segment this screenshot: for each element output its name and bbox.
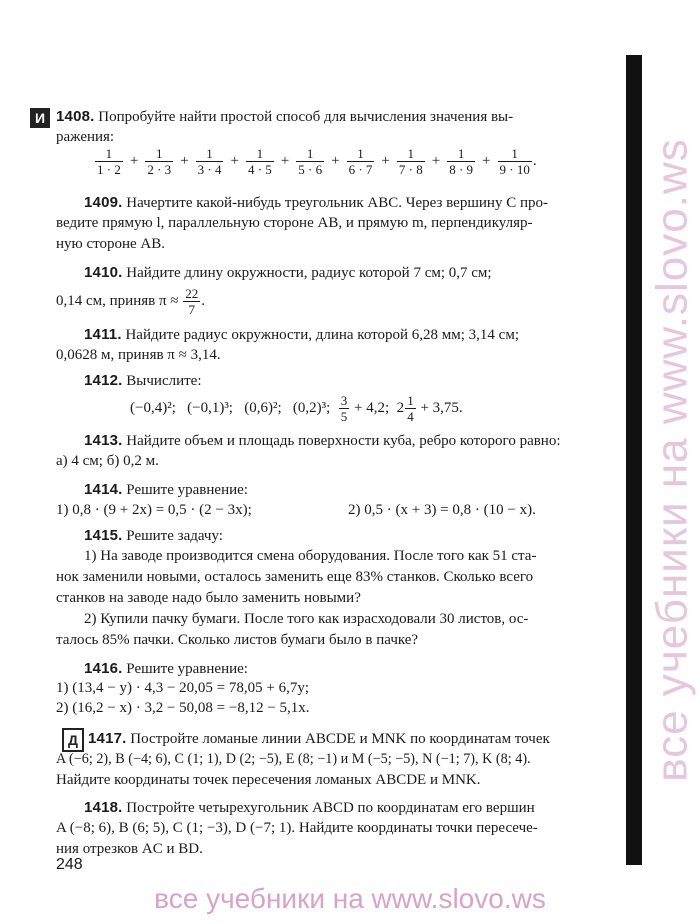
- problem-1416-eq1: 1) (13,4 − y) · 4,3 − 20,05 = 78,05 + 6,7y;: [56, 680, 309, 696]
- problem-1408: [34, 106, 626, 128]
- problem-1412-expressions: (−0,4)²; (−0,1)³; (0,6)²; (0,2)³; $\frac{3}{5}$ + 4,2; 2 $\frac{1}{4}$ + 3,75.: [130, 393, 463, 425]
- fraction: $\frac{1}{6 \cdot 7}$: [348, 146, 373, 177]
- problem-number: 1411.: [84, 326, 122, 343]
- fraction: $\frac{1}{9 \cdot 10}$: [499, 146, 530, 177]
- fraction: $\frac{1}{2 \cdot 3}$: [147, 146, 172, 177]
- problem-1417-line3: Найдите координаты точек пересечения ломаных ABCDE и MNK.: [56, 772, 481, 788]
- problem-1414-eq1: 1) 0,8 · (9 + 2x) = 0,5 · (2 − 3x);: [56, 502, 252, 518]
- problem-1410-line2: 0,14 см, приняв π ≈ $\frac{22}{7}$ .: [56, 286, 206, 318]
- page-number: 248: [56, 856, 83, 873]
- problem-1411: 1411. Найдите радиус окружности, длина которой 6,28 мм; 3,14 см;: [84, 326, 519, 343]
- problem-1411-line2: 0,0628 м, приняв π ≈ 3,14.: [56, 347, 221, 363]
- problem-1417-line2: A (−6; 2), B (−4; 6), C (1; 1), D (2; −5), E (8; −1) и M (−5; −5), N (−1; 7), K (8; 4).: [56, 751, 531, 767]
- problem-1418-line3: ния отрезков AC и BD.: [56, 841, 203, 857]
- problem-1415-line4: станков на заводе надо было заменить новыми?: [56, 590, 361, 606]
- problem-number: 1410.: [84, 264, 123, 281]
- problem-1413-line2: а) 4 см; б) 0,2 м.: [56, 453, 159, 469]
- problem-1408-line2: ражения:: [56, 129, 115, 145]
- problem-1409-line3: ную стороне AB.: [56, 236, 166, 252]
- fraction: $\frac{1}{1 \cdot 2}$: [97, 146, 121, 177]
- problem-1418: 1418. Постройте четырехугольник ABCD по координатам его вершин: [84, 799, 535, 816]
- problem-1410: 1410. Найдите длину окружности, радиус которой 7 см; 0,7 см;: [84, 264, 492, 281]
- problem-number: 1417.: [88, 730, 127, 747]
- problem-1417: Д 1417. Постройте ломаные линии ABCDE и MNK по координатам точек: [56, 728, 658, 750]
- fraction: $\frac{1}{4 \cdot 5}$: [247, 146, 272, 177]
- fraction: $\frac{22}{7}$: [185, 286, 199, 318]
- problem-1418-line2: A (−8; 6), B (6; 5), C (1; −3), D (−7; 1). Найдите координаты точки пересече-: [56, 820, 538, 836]
- problem-text: Попробуйте найти простой способ для вычисления значения вы-: [94, 109, 514, 125]
- problem-1413: 1413. Найдите объем и площадь поверхности куба, ребро которого равно:: [84, 432, 561, 449]
- bottom-watermark: все учебники на www.slovo.ws: [154, 883, 546, 914]
- problem-1409: 1409. Начертите какой-нибудь треугольник ABC. Через вершину C про-: [84, 194, 548, 211]
- fraction-sum: $\frac{1}{1 \cdot 2}$ + $\frac{1}{2 \cdot 3}$ + $\frac{1}{3 \cdot 4}$ + $\frac{1}{4 \cdot 5}$ + $\frac{1}{5 \cdot 6}$ + $\frac{1}{6 \cdot 7}$ + $\frac{1}{7 \cdot 8}$ + $\frac{1}{8 \cdot 9}$ + $\frac{1}{9 \cdot 10}$ .: [97, 146, 537, 177]
- problem-1414-eq2: 2) 0,5 · (x + 3) = 0,8 · (10 − x).: [348, 502, 536, 518]
- problem-1415-line6: талось 85% пачки. Сколько листов бумаги было в пачке?: [56, 632, 419, 648]
- problem-number: 1416.: [84, 660, 123, 677]
- problem-1415-line2: 1) На заводе производится смена оборудования. После того как 51 ста-: [84, 548, 537, 564]
- fraction: $\frac{1}{3 \cdot 4}$: [197, 146, 222, 177]
- problem-number: 1412.: [84, 372, 123, 389]
- problem-number: 1414.: [84, 481, 123, 498]
- problem-number: 1418.: [84, 799, 123, 816]
- problem-1409-line2: ведите прямую l, параллельную стороне AB, и прямую m, перпендикуляр-: [56, 215, 533, 231]
- problem-1416-eq2: 2) (16,2 − x) · 3,2 − 50,08 = −8,12 − 5,1x.: [56, 700, 310, 716]
- side-watermark: все учебники на www.slovo.ws: [647, 138, 697, 782]
- fraction: $\frac{1}{4}$: [407, 393, 414, 425]
- problem-number: 1413.: [84, 432, 123, 449]
- problem-1416: 1416. Решите уравнение:: [84, 660, 248, 677]
- problem-number: 1408.: [56, 108, 95, 125]
- problem-number: 1415.: [84, 527, 123, 544]
- problem-1414: 1414. Решите уравнение:: [84, 481, 248, 498]
- fraction: $\frac{3}{5}$: [340, 393, 348, 425]
- fraction: $\frac{1}{8 \cdot 9}$: [449, 146, 474, 177]
- problem-1415-line3: нок заменили новыми, осталось заменить еще 83% станков. Сколько всего: [56, 569, 534, 585]
- problem-1415-line5: 2) Купили пачку бумаги. После того как израсходовали 30 листов, ос-: [84, 611, 529, 627]
- fraction: $\frac{1}{7 \cdot 8}$: [398, 146, 423, 177]
- research-task-icon: И: [30, 108, 50, 128]
- problem-1412: 1412. Вычислите:: [84, 372, 202, 389]
- fraction: $\frac{1}{5 \cdot 6}$: [298, 146, 323, 177]
- problem-number: 1409.: [84, 194, 123, 211]
- problem-1415: 1415. Решите задачу:: [84, 527, 223, 544]
- additional-task-icon: Д: [62, 728, 84, 752]
